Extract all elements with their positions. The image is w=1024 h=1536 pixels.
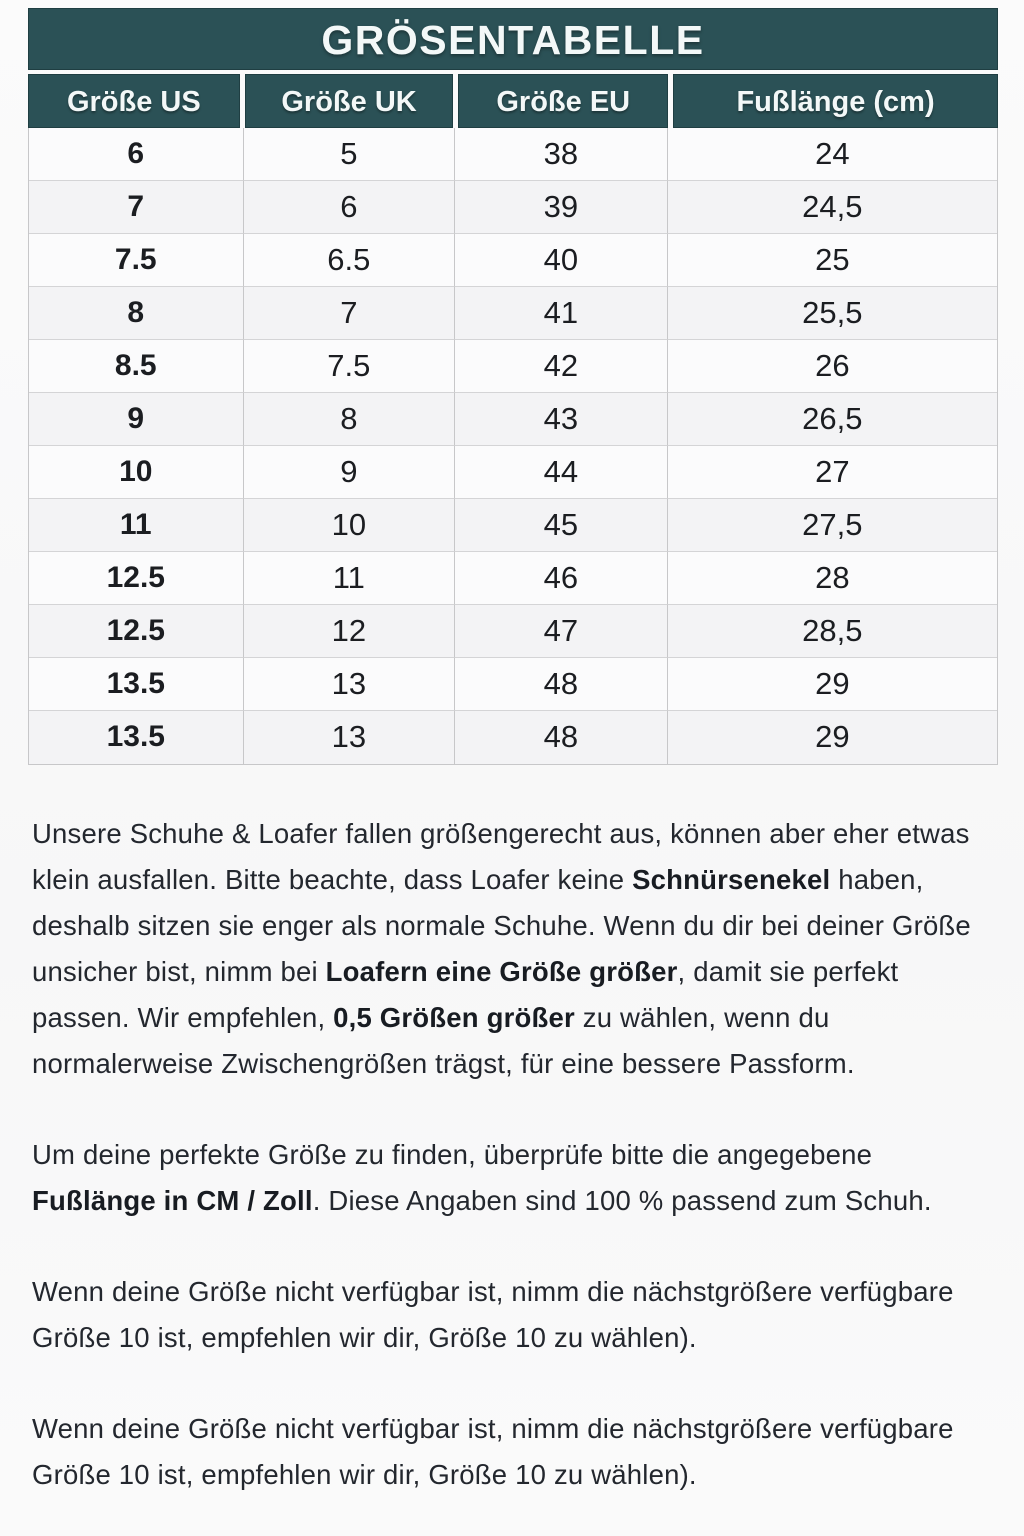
table-cell: 7 xyxy=(244,287,456,340)
table-title: GRÖSENTABELLE xyxy=(28,8,998,70)
table-cell: 43 xyxy=(455,393,668,446)
paragraph xyxy=(32,1269,990,1361)
table-row xyxy=(29,287,997,340)
table-row xyxy=(29,658,997,711)
paragraph-segment: haben, deshalb sitzen sie enger als normale Schuhe. Wenn du dir bei deiner Größe unsicher bist, nimm bei xyxy=(32,864,971,987)
table-cell: 8.5 xyxy=(29,340,244,393)
description-text xyxy=(28,811,994,1498)
table-cell: 24 xyxy=(668,128,997,181)
table-cell: 48 xyxy=(455,711,668,764)
column-header: Fußlänge (cm) xyxy=(673,74,998,128)
paragraph-bold-segment: Loafern eine Größe größer xyxy=(325,956,678,987)
table-cell: 12 xyxy=(244,605,456,658)
paragraph-bold-segment: 0,5 Größen größer xyxy=(333,1002,575,1033)
table-row xyxy=(29,446,997,499)
table-cell: 46 xyxy=(455,552,668,605)
table-cell: 13 xyxy=(244,658,456,711)
column-header: Größe EU xyxy=(458,74,668,128)
paragraph-segment: Unsere Schuhe & Loafer fallen größengerecht aus, können aber eher etwas klein ausfallen. Bitte beachte, dass Loafer keine xyxy=(32,818,970,895)
table-cell: 44 xyxy=(455,446,668,499)
table-cell: 8 xyxy=(244,393,456,446)
paragraph-segment: Wenn deine Größe nicht verfügbar ist, nimm die nächstgrößere verfügbare Größe 10 ist, empfehlen wir dir, Größe 10 zu wählen). xyxy=(32,1413,954,1490)
table-cell: 25 xyxy=(668,234,997,287)
table-row xyxy=(29,605,997,658)
table-cell: 38 xyxy=(455,128,668,181)
table-row xyxy=(29,340,997,393)
table-row xyxy=(29,711,997,764)
paragraph-segment: . Diese Angaben sind 100 % passend zum Schuh. xyxy=(312,1185,932,1216)
table-cell: 7 xyxy=(29,181,244,234)
table-cell: 9 xyxy=(244,446,456,499)
table-cell: 10 xyxy=(29,446,244,499)
table-row xyxy=(29,393,997,446)
table-cell: 27,5 xyxy=(668,499,997,552)
table-row xyxy=(29,234,997,287)
table-row xyxy=(29,552,997,605)
table-cell: 27 xyxy=(668,446,997,499)
table-cell: 25,5 xyxy=(668,287,997,340)
table-cell: 39 xyxy=(455,181,668,234)
table-cell: 26,5 xyxy=(668,393,997,446)
paragraph-bold-segment: Schnürsenekel xyxy=(632,864,831,895)
table-cell: 12.5 xyxy=(29,552,244,605)
table-cell: 28,5 xyxy=(668,605,997,658)
table-cell: 13.5 xyxy=(29,711,244,764)
paragraph xyxy=(32,811,990,1087)
paragraph-segment: zu wählen, wenn du normalerweise Zwischengrößen trägst, für eine bessere Passform. xyxy=(32,1002,855,1079)
table-cell: 7.5 xyxy=(29,234,244,287)
table-cell: 41 xyxy=(455,287,668,340)
table-cell: 48 xyxy=(455,658,668,711)
table-cell: 45 xyxy=(455,499,668,552)
table-cell: 12.5 xyxy=(29,605,244,658)
table-cell: 6.5 xyxy=(244,234,456,287)
table-row xyxy=(29,128,997,181)
table-cell: 42 xyxy=(455,340,668,393)
table-cell: 6 xyxy=(244,181,456,234)
table-cell: 47 xyxy=(455,605,668,658)
table-row xyxy=(29,499,997,552)
table-cell: 13 xyxy=(244,711,456,764)
table-cell: 29 xyxy=(668,658,997,711)
table-cell: 6 xyxy=(29,128,244,181)
table-cell: 40 xyxy=(455,234,668,287)
table-cell: 11 xyxy=(29,499,244,552)
column-header: Größe UK xyxy=(245,74,454,128)
table-cell: 26 xyxy=(668,340,997,393)
table-cell: 13.5 xyxy=(29,658,244,711)
table-header-row xyxy=(28,74,998,128)
paragraph-segment: Wenn deine Größe nicht verfügbar ist, nimm die nächstgrößere verfügbare Größe 10 ist, empfehlen wir dir, Größe 10 zu wählen). xyxy=(32,1276,954,1353)
table-cell: 5 xyxy=(244,128,456,181)
table-cell: 29 xyxy=(668,711,997,764)
paragraph-segment: Um deine perfekte Größe zu finden, überprüfe bitte die angegebene xyxy=(32,1139,873,1170)
table-body xyxy=(28,128,998,765)
table-row xyxy=(29,181,997,234)
table-cell: 28 xyxy=(668,552,997,605)
table-cell: 10 xyxy=(244,499,456,552)
table-cell: 11 xyxy=(244,552,456,605)
paragraph-bold-segment: Fußlänge in CM / Zoll xyxy=(32,1185,313,1216)
paragraph-segment: , damit sie perfekt passen. Wir empfehlen, xyxy=(32,956,899,1033)
column-header: Größe US xyxy=(28,74,240,128)
size-table xyxy=(28,8,998,765)
table-cell: 9 xyxy=(29,393,244,446)
paragraph xyxy=(32,1132,990,1224)
paragraph xyxy=(32,1406,990,1498)
table-cell: 8 xyxy=(29,287,244,340)
table-cell: 24,5 xyxy=(668,181,997,234)
table-cell: 7.5 xyxy=(244,340,456,393)
